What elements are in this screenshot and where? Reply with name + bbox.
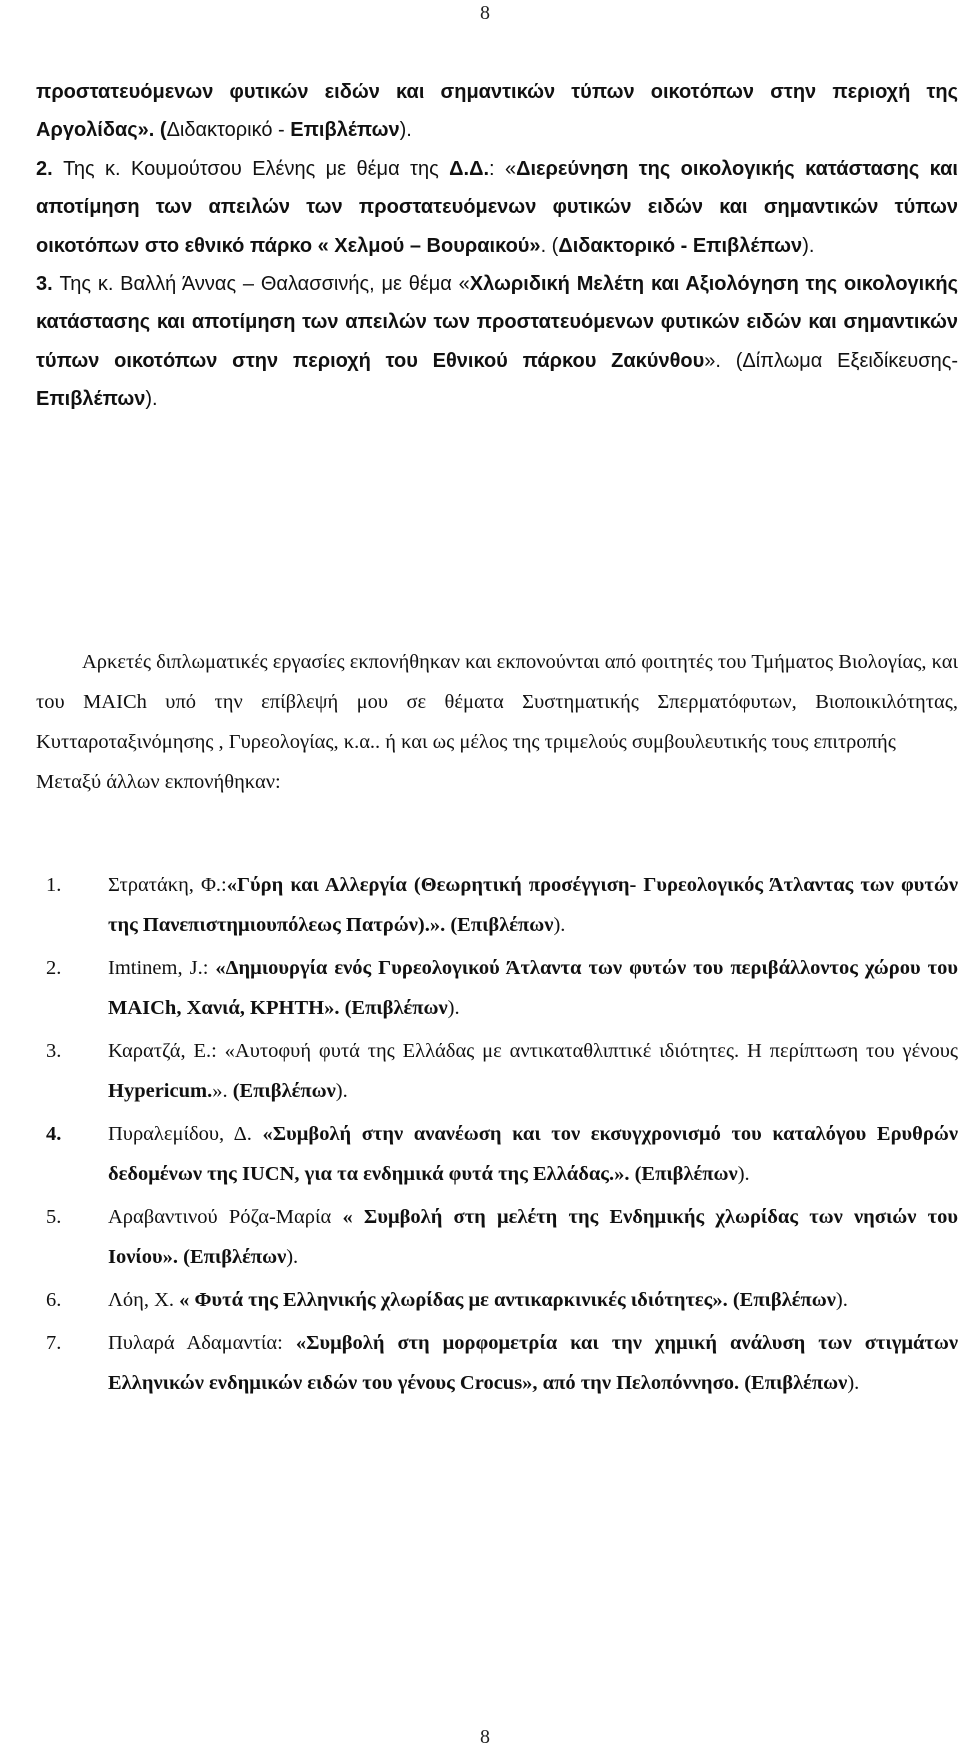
supervision-intro — [36, 643, 958, 803]
text-run: Χλωριδική Μελέτη και Αξιολόγηση της οικολογικής κατάστασης και αποτίμηση των απειλών των προστατευόμενων φυτικών ειδών και σημαντικών τύπων οικοτόπων στην περιοχή του Εθνικού πάρκου Ζακύνθου — [36, 272, 958, 372]
list-number: 5. — [46, 1205, 62, 1228]
thesis-paragraph — [36, 265, 958, 419]
text-run: Διδακτορικό - — [166, 119, 291, 142]
text-run: Imtinem, J.: — [108, 956, 216, 979]
text-run: 3. — [36, 272, 60, 295]
list-item — [36, 949, 958, 1029]
text-run: Λόη, Χ. — [108, 1288, 180, 1311]
text-run: ). — [335, 1079, 348, 1102]
text-run: Πυλαρά Αδαμαντία: — [108, 1331, 296, 1354]
text-run: ). — [399, 119, 412, 142]
text-run: Καρατζά, Ε.: «Αυτοφυή φυτά της Ελλάδας με αντικαταθλιπτικέ ιδιότητες. Η περίπτωση του γένους — [108, 1039, 958, 1062]
text-run: ). — [802, 234, 815, 257]
list-number: 6. — [46, 1288, 62, 1311]
text-run: . ( — [540, 234, 559, 257]
text-run: Της κ. Κουμούτσου Ελένης με θέμα της — [63, 157, 450, 180]
text-run: Της κ. Βαλλή Άννας – Θαλασσινής, με θέμα « — [59, 272, 470, 295]
list-number: 7. — [46, 1331, 62, 1354]
list-item — [36, 866, 958, 946]
text-run: ). — [553, 913, 566, 936]
text-run: ). — [447, 996, 460, 1019]
text-run: 2. — [36, 157, 64, 180]
text-run: ). — [737, 1162, 750, 1185]
list-item — [36, 1324, 958, 1404]
text-run: (Επιβλέπων — [232, 1079, 336, 1102]
subheading: Μεταξύ άλλων εκπονήθηκαν: — [36, 770, 281, 793]
text-run: Διδακτορικό - Επιβλέπων — [558, 234, 803, 257]
text-run: Στρατάκη, Φ.: — [108, 874, 227, 896]
text-run: ». — [212, 1079, 233, 1102]
list-number: 3. — [46, 1039, 62, 1062]
list-number: 4. — [46, 1122, 62, 1145]
text-run: Διερεύνηση της οικολογικής κατάστασης και αποτίμηση των απειλών των προστατευόμενων φυτικών ειδών και σημαντικών τύπων οικοτόπων στο εθνικό πάρκο « Χελμού – Βουραικού» — [36, 157, 958, 257]
text-run: «Συμβολή στη μορφομετρία και την χημική ανάλυση των στιγμάτων Ελληνικών ενδημικών ειδών του γένους Crocus», από την Πελοπόννησο. (Επιβλέπων — [108, 1331, 958, 1394]
text-run: ). — [145, 388, 158, 411]
text-run: ). — [286, 1245, 299, 1268]
text-run: : « — [489, 157, 517, 180]
page-number-bottom: 8 — [480, 1726, 490, 1748]
text-run: Hypericum. — [108, 1079, 213, 1102]
list-item — [36, 1281, 958, 1321]
text-run: Αραβαντινού Ρόζα-Μαρία — [108, 1205, 343, 1228]
text-run: Πυραλεμίδου, Δ. — [108, 1122, 263, 1145]
list-item — [36, 1115, 958, 1195]
thesis-paragraph — [36, 73, 958, 150]
intro-paragraph: Αρκετές διπλωματικές εργασίες εκπονήθηκαν και εκπονούνται από φοιτητές του Τμήματος Βιολογίας, και του ΜΑΙCh υπό την επίβλεψή μου σε θέματα Συστηματικής Σπερματόφυτων, Βιοποικιλότητας, Κυτταροταξινόμησης , Γυρεολογίας, κ.α.. ή και ως μέλος της τριμελούς συμβουλευτικής τους επιτροπής — [36, 651, 958, 753]
text-run: Επιβλέπων — [36, 388, 146, 411]
doctoral-theses-list — [36, 73, 958, 419]
thesis-paragraph — [36, 150, 958, 265]
text-run: ). — [847, 1371, 860, 1394]
text-run: προστατευόμενων φυτικών ειδών και σημαντικών τύπων οικοτόπων στην περιοχή της Αργολίδας». ( — [36, 81, 958, 142]
text-run: Επιβλέπων — [290, 119, 400, 142]
list-number: 1. — [46, 874, 62, 896]
text-run: « Φυτά της Ελληνικής χλωρίδας με αντικαρκινικές ιδιότητες». (Επιβλέπων — [179, 1288, 836, 1311]
list-item — [36, 1032, 958, 1112]
text-run: ). — [835, 1288, 848, 1311]
text-run: ». (Δίπλωμα Εξειδίκευσης- — [704, 349, 958, 372]
text-run: «Δημιουργία ενός Γυρεολογικού Άτλαντα των φυτών του περιβάλλοντος χώρου του MAICh, Χανιά, ΚΡΗΤΗ». (Επιβλέπων — [108, 956, 958, 1019]
page-number-top: 8 — [480, 2, 490, 24]
list-number: 2. — [46, 956, 62, 979]
list-item — [36, 1198, 958, 1278]
diploma-works-list — [36, 866, 958, 1407]
text-run: «Γύρη και Αλλεργία (Θεωρητική προσέγγιση- Γυρεολογικός Άτλαντας των φυτών της Πανεπιστημιουπόλεως Πατρών).». (Επιβλέπων — [108, 874, 958, 936]
text-run: « Συμβολή στη μελέτη της Ενδημικής χλωρίδας των νησιών του Ιονίου». (Επιβλέπων — [108, 1205, 958, 1268]
text-run: Δ.Δ. — [449, 157, 490, 180]
text-run: «Συμβολή στην ανανέωση και τον εκσυγχρονισμό του καταλόγου Ερυθρών δεδομένων της IUCN, για τα ενδημικά φυτά της Ελλάδας.». (Επιβλέπων — [108, 1122, 958, 1185]
